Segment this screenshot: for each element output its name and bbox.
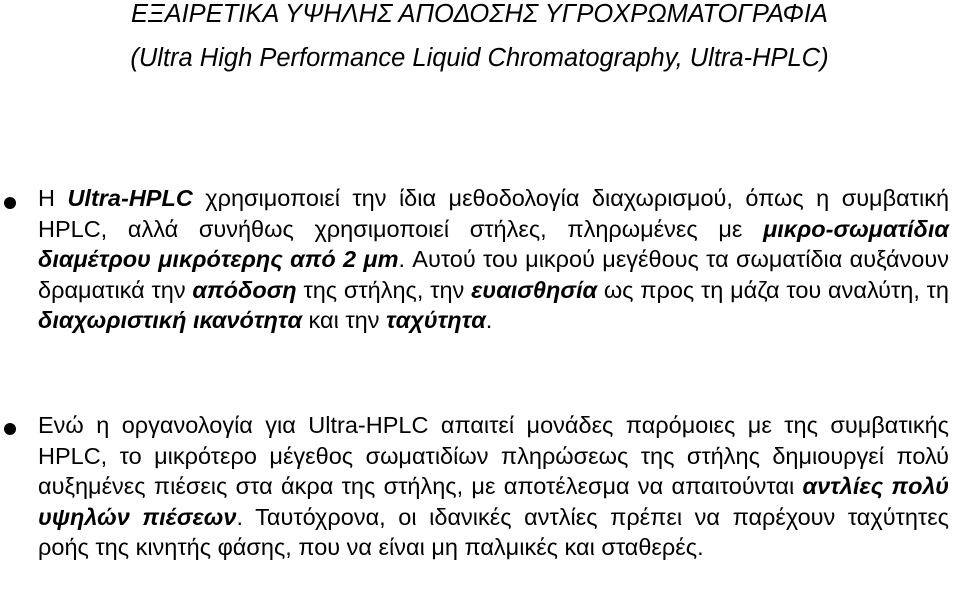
bullet-icon: [4, 197, 16, 209]
emphasis-sensitivity: ευαισθησία: [471, 276, 598, 303]
text-segment: χρησιμοποιεί την ίδια μεθοδολογία διαχωρισμού, όπως η συμβατική HPLC, αλλά συνήθως χρησιμοποιεί στήλες, πληρωμένες με: [38, 185, 950, 242]
text-segment: . Αυτού του μικρού μεγέθους τα σωματίδια αυξάνουν δραματικά την: [38, 246, 949, 303]
text-segment: της στήλης, την: [296, 276, 472, 303]
emphasis-high-pressure-pumps: αντλίες πολύ υψηλών πιέσεων: [38, 473, 950, 530]
emphasis-efficiency: απόδοση: [192, 276, 297, 303]
bullet-paragraph-instrumentation: [38, 410, 949, 563]
text-segment: Ενώ η οργανολογία για Ultra-HPLC απαιτεί μονάδες παρόμοιες με της συμβατικής HPLC, το μικρότερο μέγεθος σωματιδίων πληρώσεως της στήλης δημιουργεί πολύ αυξημένες πιέσεις στα άκρα της στήλης, με αποτέλεσμα να απαιτούνται: [38, 412, 949, 499]
bullet-icon: [4, 423, 16, 435]
title-line-1: ΕΞΑΙΡΕΤΙΚΑ ΥΨΗΛΗΣ ΑΠΟΔΟΣΗΣ ΥΓΡΟΧΡΩΜΑΤΟΓΡΑΦΙΑ: [131, 0, 828, 28]
text-segment: ως προς τη μάζα του αναλύτη, τη: [597, 276, 950, 303]
emphasis-speed: ταχύτητα: [386, 307, 486, 333]
text-segment: και την: [302, 307, 386, 333]
emphasis-ultra-hplc: Ultra-HPLC: [67, 185, 193, 211]
emphasis-microparticles: μικρο-σωματίδια διαμέτρου μικρότερης από 2 μm: [38, 215, 949, 272]
emphasis-resolution: διαχωριστική ικανότητα: [38, 307, 303, 333]
page-title: [0, 0, 959, 72]
bullet-paragraph-ultra-hplc: [38, 183, 949, 336]
text-segment: . Ταυτόχρονα, οι ιδανικές αντλίες πρέπει να παρέχουν ταχύτητες ροής της κινητής φάσης, που να είναι μη παλμικές και σταθερές.: [38, 503, 949, 560]
text-segment: .: [485, 307, 493, 333]
title-line-2: (Ultra High Performance Liquid Chromatography, Ultra-HPLC): [130, 44, 829, 72]
text-segment: Η: [38, 185, 68, 211]
